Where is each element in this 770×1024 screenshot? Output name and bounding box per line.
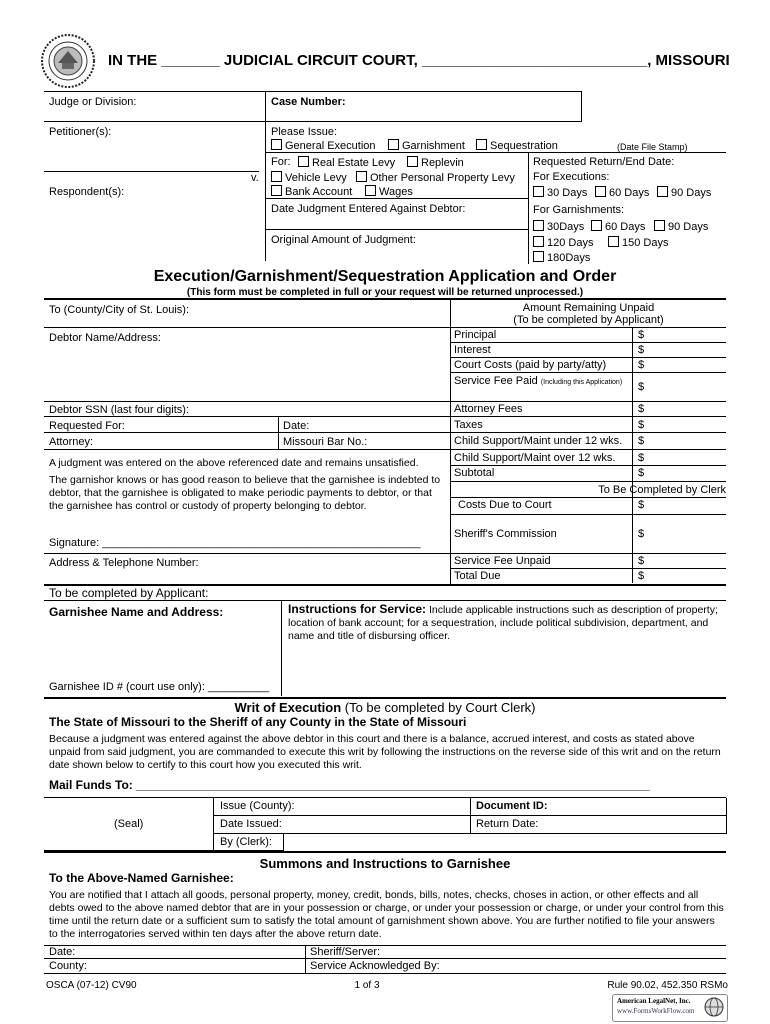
- form-title: Execution/Garnishment/Sequestration Application and Order: [153, 268, 617, 285]
- for-bank-option[interactable]: Bank Account: [271, 185, 352, 199]
- date-judgment-label: Date Judgment Entered Against Debtor:: [271, 203, 466, 215]
- child-support-under-value[interactable]: $: [638, 435, 645, 447]
- requested-for-label: Requested For:: [49, 420, 125, 432]
- original-amount-label: Original Amount of Judgment:: [271, 234, 416, 246]
- publisher-website[interactable]: www.FormsWorkFlow.com: [617, 1007, 695, 1015]
- checkbox[interactable]: [533, 186, 544, 197]
- garnishee-name-label: Garnishee Name and Address:: [49, 605, 224, 619]
- for-replevin-option[interactable]: Replevin: [407, 156, 464, 170]
- subtotal-value[interactable]: $: [638, 467, 645, 479]
- total-due-label: Total Due: [454, 570, 501, 582]
- service-fee-paid-value[interactable]: $: [638, 381, 645, 393]
- debtor-ssn-label: Debtor SSN (last four digits):: [49, 404, 189, 416]
- principal-label: Principal: [454, 329, 497, 341]
- court-header: IN THE _______ JUDICIAL CIRCUIT COURT, ___________________________, MISSOURI: [108, 52, 730, 69]
- checkbox[interactable]: [298, 156, 309, 167]
- child-support-under-label: Child Support/Maint under 12 wks.: [454, 435, 623, 447]
- summons-body: You are notified that I attach all goods, personal property, money, credit, bonds, bills, notes, checks, choses in action, or other effects and all debts owed to the above named debtor that are in your possession or charge, or under your possession or charge, or under your control from this time until the return date or a sufficient sum to satisfy the total amount of garnishment shown above. You are further notified to file your answers to the interrogatories served within ten days after the above return date.: [49, 889, 724, 940]
- form-id: OSCA (07-12) CV90: [46, 980, 137, 991]
- total-due-value[interactable]: $: [638, 570, 645, 582]
- rule-reference: Rule 90.02, 452.350 RSMo: [607, 980, 728, 991]
- requested-return-label: Requested Return/End Date:: [533, 156, 675, 168]
- document-id-label: Document ID:: [476, 800, 548, 812]
- respondent-label: Respondent(s):: [49, 186, 125, 198]
- garnishee-id-label[interactable]: Garnishee ID # (court use only): __________: [49, 681, 270, 693]
- checkbox[interactable]: [533, 251, 544, 262]
- garn-90-option[interactable]: 90 Days: [654, 220, 708, 234]
- child-support-over-value[interactable]: $: [638, 452, 645, 464]
- checkbox[interactable]: [407, 156, 418, 167]
- for-other-option[interactable]: Other Personal Property Levy: [356, 171, 515, 185]
- writ-body: Because a judgment was entered against the above debtor in this court and there is a balance, accrued interest, and costs as stated above unpaid from said judgment, you are commanded to execute this writ by following the instructions on the reverse side of this writ and on the return date shown below to certify to this court how you executed this writ.: [49, 733, 721, 771]
- checkbox[interactable]: [356, 171, 367, 182]
- court-seal-icon: [40, 33, 96, 89]
- summons-to-label: To the Above-Named Garnishee:: [49, 871, 234, 885]
- applicant-header: To be completed by Applicant:: [49, 586, 209, 600]
- checkbox[interactable]: [533, 220, 544, 231]
- service-instructions: Instructions for Service: Include applicable instructions such as description of property; location of bank account; for a sequestration, include political subdivision, department, and name and title of disbursing officer.: [288, 602, 718, 642]
- publisher-globe-icon: [704, 997, 724, 1017]
- court-costs-label: Court Costs (paid by party/atty): [454, 359, 607, 371]
- for-garnishments-label: For Garnishments:: [533, 204, 625, 216]
- checkbox[interactable]: [657, 186, 668, 197]
- for-executions-label: For Executions:: [533, 171, 610, 183]
- service-fee-paid-label: Service Fee Paid (Including this Application): [454, 375, 623, 387]
- form-subtitle: (This form must be completed in full or your request will be returned unprocessed.): [186, 287, 584, 298]
- garn-60-option[interactable]: 60 Days: [591, 220, 645, 234]
- to-county-label: To (County/City of St. Louis):: [49, 304, 189, 316]
- garn-30-option[interactable]: 30Days: [533, 220, 584, 234]
- date-label: Date:: [283, 420, 310, 432]
- child-support-over-label: Child Support/Maint over 12 wks.: [454, 452, 616, 464]
- checkbox[interactable]: [595, 186, 606, 197]
- checkbox[interactable]: [271, 185, 282, 196]
- address-phone-label: Address & Telephone Number:: [49, 557, 199, 569]
- summons-date-label: Date:: [49, 946, 76, 958]
- garn-120-option[interactable]: 120 Days: [533, 236, 593, 250]
- checkbox[interactable]: [533, 236, 544, 247]
- court-costs-value[interactable]: $: [638, 359, 645, 371]
- garnishor-statement: The garnishor knows or has good reason to believe that the garnishee is indebted to debtor, that the garnishee is obligated to make periodic payments to debtor, or that the garnishee has control or custody of property belonging to debtor.: [49, 474, 441, 512]
- service-fee-unpaid-value[interactable]: $: [638, 555, 645, 567]
- service-ack-label: Service Acknowledged By:: [310, 960, 440, 972]
- checkbox[interactable]: [476, 139, 487, 150]
- summons-title: Summons and Instructions to Garnishee: [259, 856, 511, 871]
- seal-placeholder: (Seal): [114, 818, 144, 830]
- interest-value[interactable]: $: [638, 344, 645, 356]
- sheriff-server-label: Sheriff/Server:: [310, 946, 381, 958]
- issue-garnishment-option[interactable]: Garnishment: [388, 139, 465, 153]
- return-date-label: Return Date:: [476, 818, 539, 830]
- judge-division-label: Judge or Division:: [49, 96, 137, 108]
- checkbox[interactable]: [591, 220, 602, 231]
- publisher-name: American LegalNet, Inc.: [617, 997, 691, 1005]
- exec-60-option[interactable]: 60 Days: [595, 186, 649, 200]
- please-issue-label: Please Issue:: [271, 126, 338, 138]
- sheriff-commission-value[interactable]: $: [638, 528, 645, 540]
- checkbox[interactable]: [654, 220, 665, 231]
- missouri-bar-label: Missouri Bar No.:: [283, 436, 368, 448]
- attorney-fees-value[interactable]: $: [638, 403, 645, 415]
- for-real-estate-option[interactable]: Real Estate Levy: [298, 156, 395, 170]
- checkbox[interactable]: [365, 185, 376, 196]
- interest-label: Interest: [454, 344, 491, 356]
- writ-state-line: The State of Missouri to the Sheriff of any County in the State of Missouri: [49, 715, 467, 729]
- taxes-value[interactable]: $: [638, 419, 645, 431]
- attorney-label: Attorney:: [49, 436, 94, 448]
- amount-remaining-header: Amount Remaining Unpaid: [522, 302, 655, 314]
- mail-funds-line[interactable]: Mail Funds To: _____________________________________________________________________________: [49, 778, 650, 792]
- amount-remaining-subheader: (To be completed by Applicant): [513, 314, 664, 326]
- petitioner-label: Petitioner(s):: [49, 126, 112, 138]
- clerk-header: To Be Completed by Clerk: [598, 484, 726, 496]
- issue-county-label: Issue (County):: [220, 800, 295, 812]
- sheriff-commission-label: Sheriff's Commission: [454, 528, 557, 540]
- service-fee-unpaid-label: Service Fee Unpaid: [454, 555, 551, 567]
- versus-label: v.: [251, 172, 259, 184]
- case-number-label: Case Number:: [271, 96, 346, 108]
- subtotal-label: Subtotal: [454, 467, 495, 479]
- garn-150-option[interactable]: 150 Days: [608, 236, 668, 250]
- checkbox[interactable]: [608, 236, 619, 247]
- principal-value[interactable]: $: [638, 329, 645, 341]
- publisher-logo: [612, 994, 728, 1022]
- exec-90-option[interactable]: 90 Days: [657, 186, 711, 200]
- checkbox[interactable]: [388, 139, 399, 150]
- date-issued-label: Date Issued:: [220, 818, 282, 830]
- costs-due-label: Costs Due to Court: [458, 499, 552, 511]
- exec-30-option[interactable]: 30 Days: [533, 186, 587, 200]
- checkbox[interactable]: [271, 139, 282, 150]
- judgment-statement: A judgment was entered on the above referenced date and remains unsatisfied.: [49, 457, 419, 469]
- issue-sequestration-option[interactable]: Sequestration: [476, 139, 558, 153]
- issue-general-option[interactable]: General Execution: [271, 139, 376, 153]
- by-clerk-label: By (Clerk):: [220, 836, 272, 848]
- signature-line[interactable]: Signature: ____________________________________________________: [49, 537, 421, 549]
- for-wages-option[interactable]: Wages: [365, 185, 413, 199]
- for-vehicle-option[interactable]: Vehicle Levy: [271, 171, 347, 185]
- page-number: 1 of 3: [354, 980, 380, 991]
- checkbox[interactable]: [271, 171, 282, 182]
- taxes-label: Taxes: [454, 419, 483, 431]
- date-file-stamp: (Date File Stamp): [617, 142, 688, 152]
- for-label: For:: [271, 156, 291, 168]
- costs-due-value[interactable]: $: [638, 499, 645, 511]
- debtor-name-label: Debtor Name/Address:: [49, 332, 161, 344]
- attorney-fees-label: Attorney Fees: [454, 403, 523, 415]
- garn-180-option[interactable]: 180Days: [533, 251, 590, 265]
- summons-county-label: County:: [49, 960, 87, 972]
- writ-title: Writ of Execution (To be completed by Court Clerk): [234, 700, 536, 715]
